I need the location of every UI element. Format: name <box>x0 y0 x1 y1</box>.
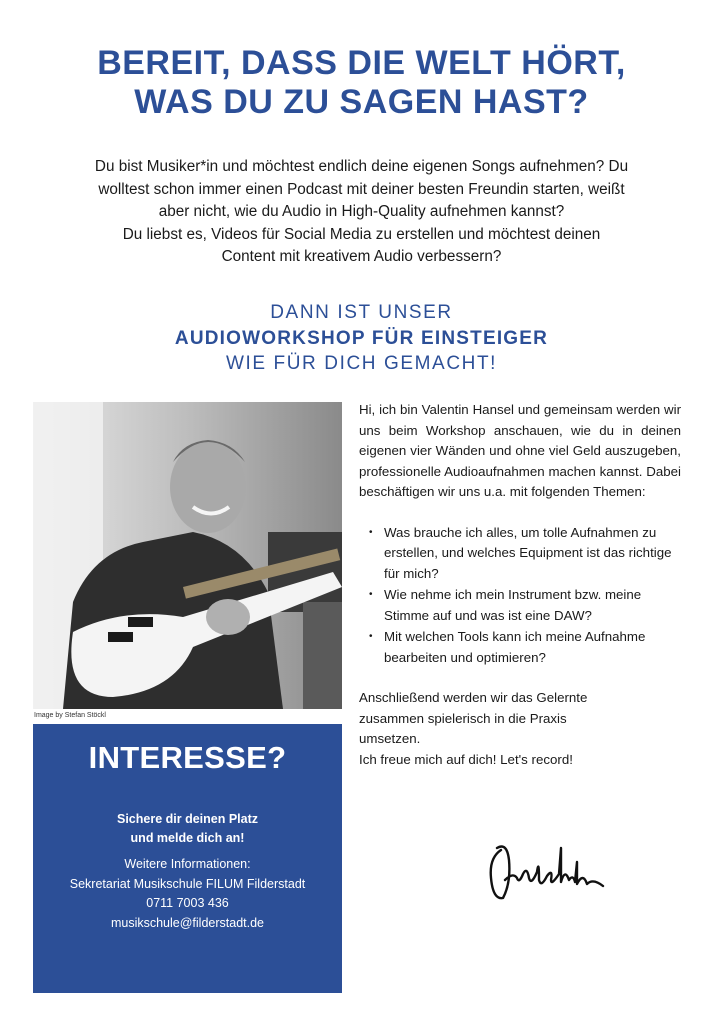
callout-workshop-name: AUDIOWORKSHOP FÜR EINSTEIGER <box>174 327 549 349</box>
registration-title: INTERESSE? <box>88 740 287 775</box>
closing-line: zusammen spielerisch in die Praxis <box>359 710 567 726</box>
closing-line: umsetzen. <box>359 731 421 746</box>
contact-heading: Weitere Informationen: <box>124 857 251 871</box>
contact-details <box>33 855 342 933</box>
callout-line: WIE FÜR DICH GEMACHT! <box>225 353 498 374</box>
intro-line: Du liebst es, Videos für Social Media zu erstellen und möchtest deinen <box>122 225 601 243</box>
registration-subtitle-line: und melde dich an! <box>130 831 245 845</box>
topic-item: • Wie nehme ich mein Instrument bzw. meine Stimme auf und was ist eine DAW? <box>359 585 681 626</box>
registration-subtitle-line: Sichere dir deinen Platz <box>116 812 258 826</box>
topic-item: • Was brauche ich alles, um tolle Aufnahmen zu erstellen, und welches Equipment ist das richtige für mich? <box>359 523 681 585</box>
closing-text <box>359 688 681 770</box>
intro-paragraph <box>24 156 699 269</box>
headline-line: WAS DU ZU SAGEN HAST? <box>134 83 589 121</box>
page-headline <box>0 44 723 122</box>
signature <box>483 828 608 908</box>
contact-email: musikschule@filderstadt.de <box>110 915 265 930</box>
instructor-photo <box>33 402 342 709</box>
closing-line: Anschließend werden wir das Gelernte <box>359 690 588 705</box>
workshop-callout <box>0 300 723 377</box>
workshop-description <box>359 400 681 770</box>
registration-subtitle <box>33 810 342 848</box>
contact-phone: 0711 7003 436 <box>146 896 229 910</box>
intro-line: Content mit kreativem Audio verbessern? <box>221 248 502 265</box>
headline-line: BEREIT, DASS DIE WELT HÖRT, <box>97 44 626 82</box>
intro-line: aber nicht, wie du Audio in High-Quality aufnehmen kannst? <box>158 203 565 220</box>
intro-line: Du bist Musiker*in und möchtest endlich deine eigenen Songs aufnehmen? Du <box>94 158 629 175</box>
closing-line: Ich freue mich auf dich! Let's record! <box>359 751 573 767</box>
registration-box <box>33 724 342 993</box>
contact-organization: Sekretariat Musikschule FILUM Filderstadt <box>69 876 306 891</box>
photo-credit: Image by Stefan Stöckl <box>34 712 106 719</box>
intro-line: wolltest schon immer einen Podcast mit deiner besten Freundin starten, weißt <box>98 180 625 198</box>
instructor-intro: Hi, ich bin Valentin Hansel und gemeinsam werden wir uns beim Workshop anschauen, wie du in deinen eigenen vier Wänden und ohne viel Geld auszugeben, professionelle Audioaufnahmen machen kannst. Dabei beschäftigen wir uns u.a. mit folgenden Themen: <box>359 402 681 499</box>
topics-list <box>359 523 681 669</box>
callout-line: DANN IST UNSER <box>270 302 453 323</box>
topic-item: • Mit welchen Tools kann ich meine Aufnahme bearbeiten und optimieren? <box>359 627 681 668</box>
